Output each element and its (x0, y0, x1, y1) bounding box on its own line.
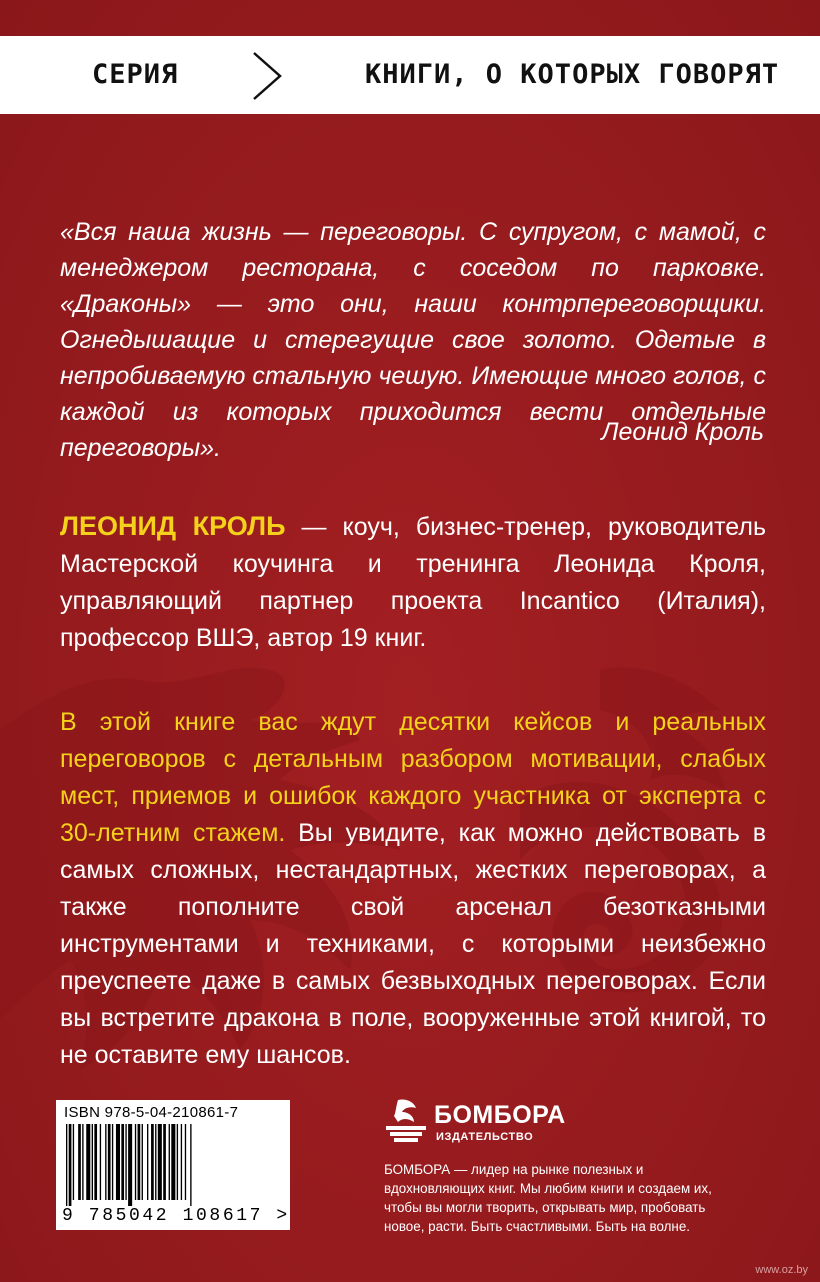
series-label: СЕРИЯ (92, 59, 179, 90)
barcode (56, 1100, 290, 1230)
chevron-right-icon (250, 50, 284, 102)
quote-text: «Вся наша жизнь — переговоры. С супругом, с мамой, с менеджером ресторана, с соседом по парковке. «Драконы» — это они, наши контрпереговорщики. Огнедышащие и стерегущие свое золото. Одетые в непробиваемую стальную чешую. Имеющие много голов, с каждой из которых приходится вести отдельные переговоры». (60, 218, 766, 462)
bombora-logo-icon (384, 1096, 428, 1144)
description-highlight: В этой книге вас ждут десятки кейсов и реальных переговоров с детальным разбором мотивации, слабых мест, приемов и ошибок каждого участника от эксперта с 30-летним стажем. (60, 708, 766, 847)
description-text: Вы увидите, как можно действовать в самых сложных, нестандартных, жестких переговорах, а также пополните свой арсенал безотказными инструментами и техниками, с которыми неизбежно преуспеете даже в самых безвыходных переговорах. Если вы встретите дракона в поле, вооруженные этой книгой, то не оставите ему шансов. (60, 819, 766, 1069)
barcode-digits: 9 785042 108617 > (62, 1206, 290, 1226)
publisher-logo-sub: ИЗДАТЕЛЬСТВО (436, 1131, 534, 1143)
isbn-text: ISBN 978-5-04-210861-7 (64, 1104, 239, 1121)
watermark: www.oz.by (755, 1264, 808, 1276)
book-description (60, 704, 766, 1074)
author-bio-text: — коуч, бизнес-тренер, руководитель Мастерской коучинга и тренинга Леонида Кроля, управляющий партнер проекта Incantico (Италия), профессор ВШЭ, автор 19 книг. (60, 513, 766, 652)
series-band (0, 36, 820, 114)
quote-author: Леонид Кроль (601, 418, 764, 446)
author-bio (60, 508, 766, 657)
series-title: КНИГИ, О КОТОРЫХ ГОВОРЯТ (365, 59, 780, 90)
author-name: ЛЕОНИД КРОЛЬ (60, 511, 286, 541)
publisher-logo-name: БОМБОРА (434, 1101, 566, 1129)
publisher-description: БОМБОРА — лидер на рынке полезных и вдохновляющих книг. Мы любим книги и создаем их, чтобы вы могли творить, открывать мир, пробовать новое, расти. Быть счастливыми. Быть на волне. (384, 1162, 712, 1234)
barcode-bars (64, 1124, 282, 1206)
